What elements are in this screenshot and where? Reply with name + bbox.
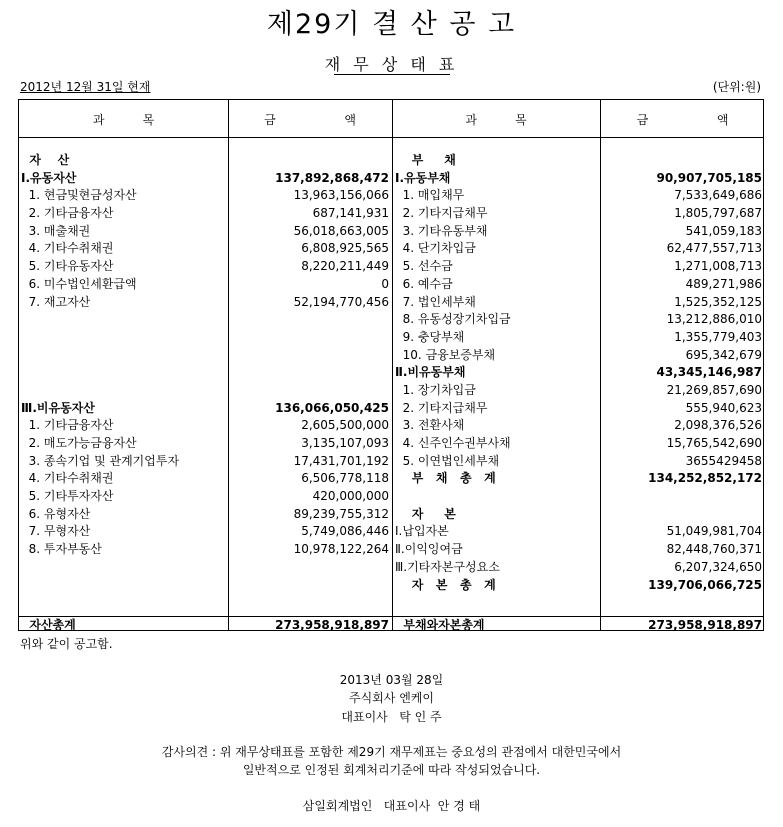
table-row [21,276,391,294]
row-label: 10. 금융보증부채 [395,347,496,362]
row-label: 4. 기타수취채권 [21,241,114,256]
table-row [21,417,391,435]
row-label: 5. 기타유동자산 [21,259,114,274]
row-label: 7. 법인세부채 [395,294,476,309]
row-label: 6. 미수법인세환급액 [21,276,137,291]
row-value: 136,066,050,425 [275,400,389,415]
table-row [21,364,391,382]
row-value: 5,749,086,446 [301,524,389,539]
header-item-left: 과 목 [92,113,155,127]
table-row [395,170,764,188]
row-value: 1,805,797,687 [674,206,762,221]
table-row [395,506,764,524]
table-row [21,258,391,276]
row-label: 5. 선수금 [395,259,453,274]
row-label: 3. 매출채권 [21,223,91,238]
row-label: 5. 이연법인세부채 [395,453,500,468]
row-value: 541,059,183 [685,223,762,238]
row-value: 2,098,376,526 [674,418,762,433]
row-label: Ⅰ.유동자산 [21,170,77,185]
balance-sheet-table [18,99,764,631]
table-row [395,470,764,488]
row-label: 3. 기타유동부채 [395,223,488,238]
row-value: 89,239,755,312 [293,506,389,521]
table-row [21,523,391,541]
row-value: 21,269,857,690 [666,382,762,397]
row-label: 4. 기타수취채권 [21,471,114,486]
row-value: 62,477,557,713 [666,241,762,256]
table-row [21,311,391,329]
row-label: 7. 무형자산 [21,524,91,539]
table-row [395,453,764,471]
row-value: 13,963,156,066 [293,188,389,203]
table-row [21,170,391,188]
table-row [21,506,391,524]
row-label: Ⅲ.비유동자산 [21,400,95,415]
table-row [21,240,391,258]
table-row [21,152,391,170]
row-value: 6,506,778,118 [301,471,389,486]
row-value: 7,533,649,686 [674,188,762,203]
row-value: 17,431,701,192 [293,453,389,468]
header-amount-right: 금 액 [636,113,729,127]
row-label: 1. 매입채무 [395,188,465,203]
table-row [21,187,391,205]
table-row [395,417,764,435]
row-label: 1. 기타금융자산 [21,418,114,433]
row-value: 137,892,868,472 [275,170,389,185]
announcement-date: 2013년 03월 28일 [339,673,444,687]
auditor-signature: 삼일회계법인 대표이사 안 경 태 [302,799,481,813]
column-divider [392,100,393,630]
table-row [395,205,764,223]
row-label: Ⅱ.비유동부채 [395,365,466,380]
row-label: 8. 투자부동산 [21,542,102,557]
row-value: 0 [381,276,389,291]
statement-title-underline [334,74,450,75]
table-row [395,329,764,347]
row-value: 489,271,986 [685,276,762,291]
row-label: 자 산 [21,153,70,167]
table-row [21,205,391,223]
row-label: 8. 유동성장기차입금 [395,312,511,327]
table-row [395,364,764,382]
row-label: 7. 재고자산 [21,294,91,309]
liabilities-equity-section [395,152,764,594]
row-value: 15,765,542,690 [666,436,762,450]
total-assets-label: 자산총계 [21,618,76,632]
row-value: 139,706,066,725 [648,577,762,592]
ceo-name: 대표이사 탁 인 주 [341,710,442,724]
statement-title: 재 무 상 태 표 [324,55,459,74]
table-row [395,187,764,205]
row-label: 자 본 [395,506,456,521]
row-label: 1. 장기차입금 [395,382,476,397]
header-item-right: 과 목 [465,113,527,127]
table-row [395,240,764,258]
row-value: 82,448,760,371 [666,542,762,557]
row-value: 695,342,679 [685,347,762,362]
unit-label: (단위:원) [712,80,761,94]
row-value: 1,525,352,125 [674,294,762,309]
total-liabilities-equity-value: 273,958,918,897 [648,618,762,632]
row-label: 4. 단기차입금 [395,241,476,256]
row-label: 1. 현금및현금성자산 [21,188,137,203]
table-row [395,294,764,312]
table-row [395,382,764,400]
header-amount-left: 금 액 [264,113,356,127]
row-label: 2. 기타금융자산 [21,206,114,221]
notice-text: 위와 같이 공고함. [20,637,113,651]
table-row [21,435,391,453]
table-row [21,347,391,365]
row-label: 3. 전환사채 [395,418,465,433]
row-label: Ⅰ.유동부채 [395,170,451,185]
table-row [395,258,764,276]
row-label: 6. 예수금 [395,276,453,291]
row-value: 420,000,000 [312,489,389,504]
table-row [21,223,391,241]
row-value: 6,808,925,565 [301,241,389,256]
row-value: 1,271,008,713 [674,259,762,274]
header-divider [19,137,763,138]
row-label: 2. 매도가능금융자산 [21,436,137,450]
table-row [395,523,764,541]
table-row [395,347,764,365]
table-row [21,382,391,400]
row-label: 부 채 [395,153,456,167]
table-row [395,577,764,595]
page-title: 제29기 결 산 공 고 [266,9,517,40]
table-row [395,276,764,294]
row-value: 3,135,107,093 [301,436,389,450]
row-value: 1,355,779,403 [674,329,762,344]
row-label: 부 채 총 계 [395,471,496,486]
row-value: 2,605,500,000 [301,418,389,433]
table-row [21,488,391,506]
table-row [395,400,764,418]
row-value: 56,018,663,005 [293,223,389,238]
table-row [21,470,391,488]
table-row [395,435,764,453]
audit-opinion-line2: 일반적으로 인정된 회계처리기준에 따라 작성되었습니다. [242,763,541,777]
company-name: 주식회사 엔케이 [349,691,434,705]
row-value: 3655429458 [685,453,762,468]
table-row [395,488,764,506]
table-row [395,541,764,559]
row-label: 2. 기타지급채무 [395,206,488,221]
table-row [21,541,391,559]
row-value: 555,940,623 [685,400,762,415]
row-label: Ⅰ.납입자본 [395,524,449,539]
table-row [395,223,764,241]
row-value: 6,207,324,650 [674,559,762,574]
table-row [395,559,764,577]
row-label: 3. 종속기업 및 관계기업투자 [21,453,180,468]
row-value: 90,907,705,185 [656,170,762,185]
table-row [395,311,764,329]
row-label: 자 본 총 계 [395,577,496,592]
row-value: 134,252,852,172 [648,471,762,486]
total-assets-value: 273,958,918,897 [275,618,389,632]
row-value: 51,049,981,704 [666,524,762,539]
table-row [21,453,391,471]
row-label: Ⅱ.이익잉여금 [395,542,463,557]
row-value: 13,212,886,010 [666,312,762,327]
table-row [21,400,391,418]
table-row [395,152,764,170]
audit-opinion-line1: 감사의견 : 위 재무상태표를 포함한 제29기 재무제표는 중요성의 관점에서 대한민국에서 [161,745,622,759]
table-row [21,294,391,312]
assets-section [21,152,391,559]
row-label: 9. 충당부채 [395,329,465,344]
row-value: 43,345,146,987 [656,365,762,380]
row-label: 6. 유형자산 [21,506,91,521]
row-value: 52,194,770,456 [293,294,389,309]
row-value: 8,220,211,449 [301,259,389,274]
total-liabilities-equity-label: 부채와자본총계 [395,618,485,632]
row-value: 687,141,931 [312,206,389,221]
row-label: 5. 기타투자자산 [21,489,114,504]
table-row [21,329,391,347]
row-label: 4. 신주인수권부사채 [395,436,511,450]
row-label: 2. 기타지급채무 [395,400,488,415]
as-of-date: 2012년 12월 31일 현재 [20,80,151,94]
row-label: Ⅲ.기타자본구성요소 [395,559,500,574]
row-value: 10,978,122,264 [293,542,389,557]
